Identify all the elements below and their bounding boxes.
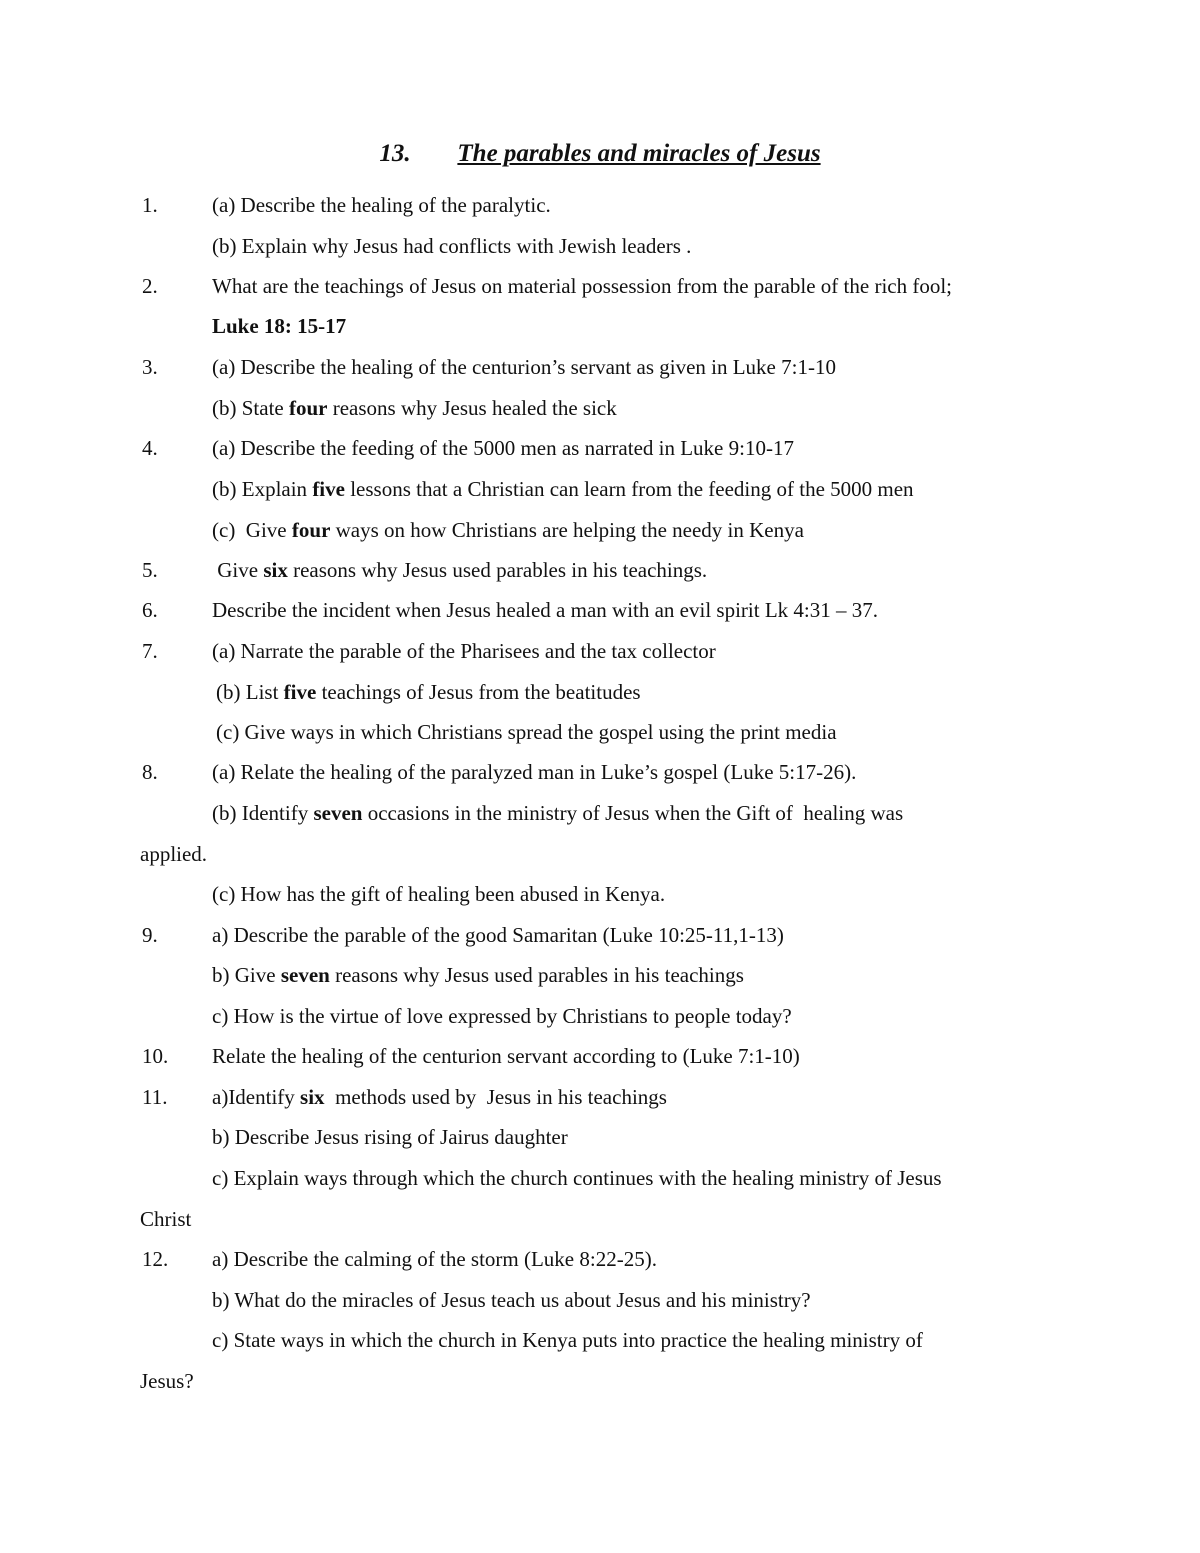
question-text: applied. (140, 842, 208, 866)
question-text: (b) List five teachings of Jesus from the beatitudes (216, 680, 641, 704)
question-text: Relate the healing of the centurion servant according to (Luke 7:1-10) (212, 1044, 800, 1068)
question-number: 10. (142, 1044, 169, 1068)
question-number: 6. (142, 598, 158, 622)
question-number: 9. (142, 923, 158, 947)
question-text: Give six reasons why Jesus used parables in his teachings. (212, 558, 708, 582)
question-text: (a) Relate the healing of the paralyzed man in Luke’s gospel (Luke 5:17-26). (212, 760, 857, 784)
question-text: (b) State four reasons why Jesus healed the sick (212, 396, 617, 420)
question-text: What are the teachings of Jesus on material possession from the parable of the rich fool; (212, 274, 953, 298)
question-text: (b) Identify seven occasions in the ministry of Jesus when the Gift of healing was (212, 801, 904, 825)
question-text: (c) How has the gift of healing been abused in Kenya. (212, 882, 666, 906)
question-text: c) Explain ways through which the church continues with the healing ministry of Jesus (212, 1166, 942, 1190)
question-text: a) Describe the calming of the storm (Luke 8:22-25). (212, 1247, 657, 1271)
question-text: b) What do the miracles of Jesus teach us about Jesus and his ministry? (212, 1288, 811, 1312)
question-text: (b) Explain five lessons that a Christian can learn from the feeding of the 5000 men (212, 477, 914, 501)
question-text: (b) Explain why Jesus had conflicts with Jewish leaders . (212, 234, 692, 258)
question-number: 11. (142, 1085, 168, 1109)
question-text: c) How is the virtue of love expressed by Christians to people today? (212, 1004, 792, 1028)
title-text: The parables and miracles of Jesus (457, 140, 821, 167)
question-number: 5. (142, 558, 158, 582)
bible-reference: Luke 18: 15-17 (212, 314, 347, 338)
question-text: b) Describe Jesus rising of Jairus daughter (212, 1125, 568, 1149)
question-text: c) State ways in which the church in Kenya puts into practice the healing ministry of (212, 1328, 923, 1352)
question-text: (a) Describe the healing of the paralytic. (212, 193, 551, 217)
question-text: (a) Describe the feeding of the 5000 men as narrated in Luke 9:10-17 (212, 436, 794, 460)
title-number: 13. (379, 140, 411, 167)
question-text: Christ (140, 1207, 192, 1231)
question-number: 8. (142, 760, 158, 784)
question-text: a) Describe the parable of the good Samaritan (Luke 10:25-11,1-13) (212, 923, 784, 947)
question-text: (a) Narrate the parable of the Pharisees and the tax collector (212, 639, 716, 663)
question-text: b) Give seven reasons why Jesus used parables in his teachings (212, 963, 744, 987)
question-number: 1. (142, 193, 158, 217)
question-text: (c) Give four ways on how Christians are helping the needy in Kenya (212, 518, 804, 542)
question-number: 3. (142, 355, 158, 379)
question-number: 2. (142, 274, 158, 298)
question-number: 4. (142, 436, 158, 460)
question-text: Jesus? (140, 1369, 194, 1393)
question-number: 12. (142, 1247, 169, 1271)
question-text: a)Identify six methods used by Jesus in his teachings (212, 1085, 667, 1109)
question-text: Describe the incident when Jesus healed a man with an evil spirit Lk 4:31 – 37. (212, 598, 879, 622)
question-number: 7. (142, 639, 158, 663)
page-title (0, 140, 1200, 168)
question-text: (a) Describe the healing of the centurion’s servant as given in Luke 7:1-10 (212, 355, 836, 379)
question-text: (c) Give ways in which Christians spread the gospel using the print media (216, 720, 837, 744)
